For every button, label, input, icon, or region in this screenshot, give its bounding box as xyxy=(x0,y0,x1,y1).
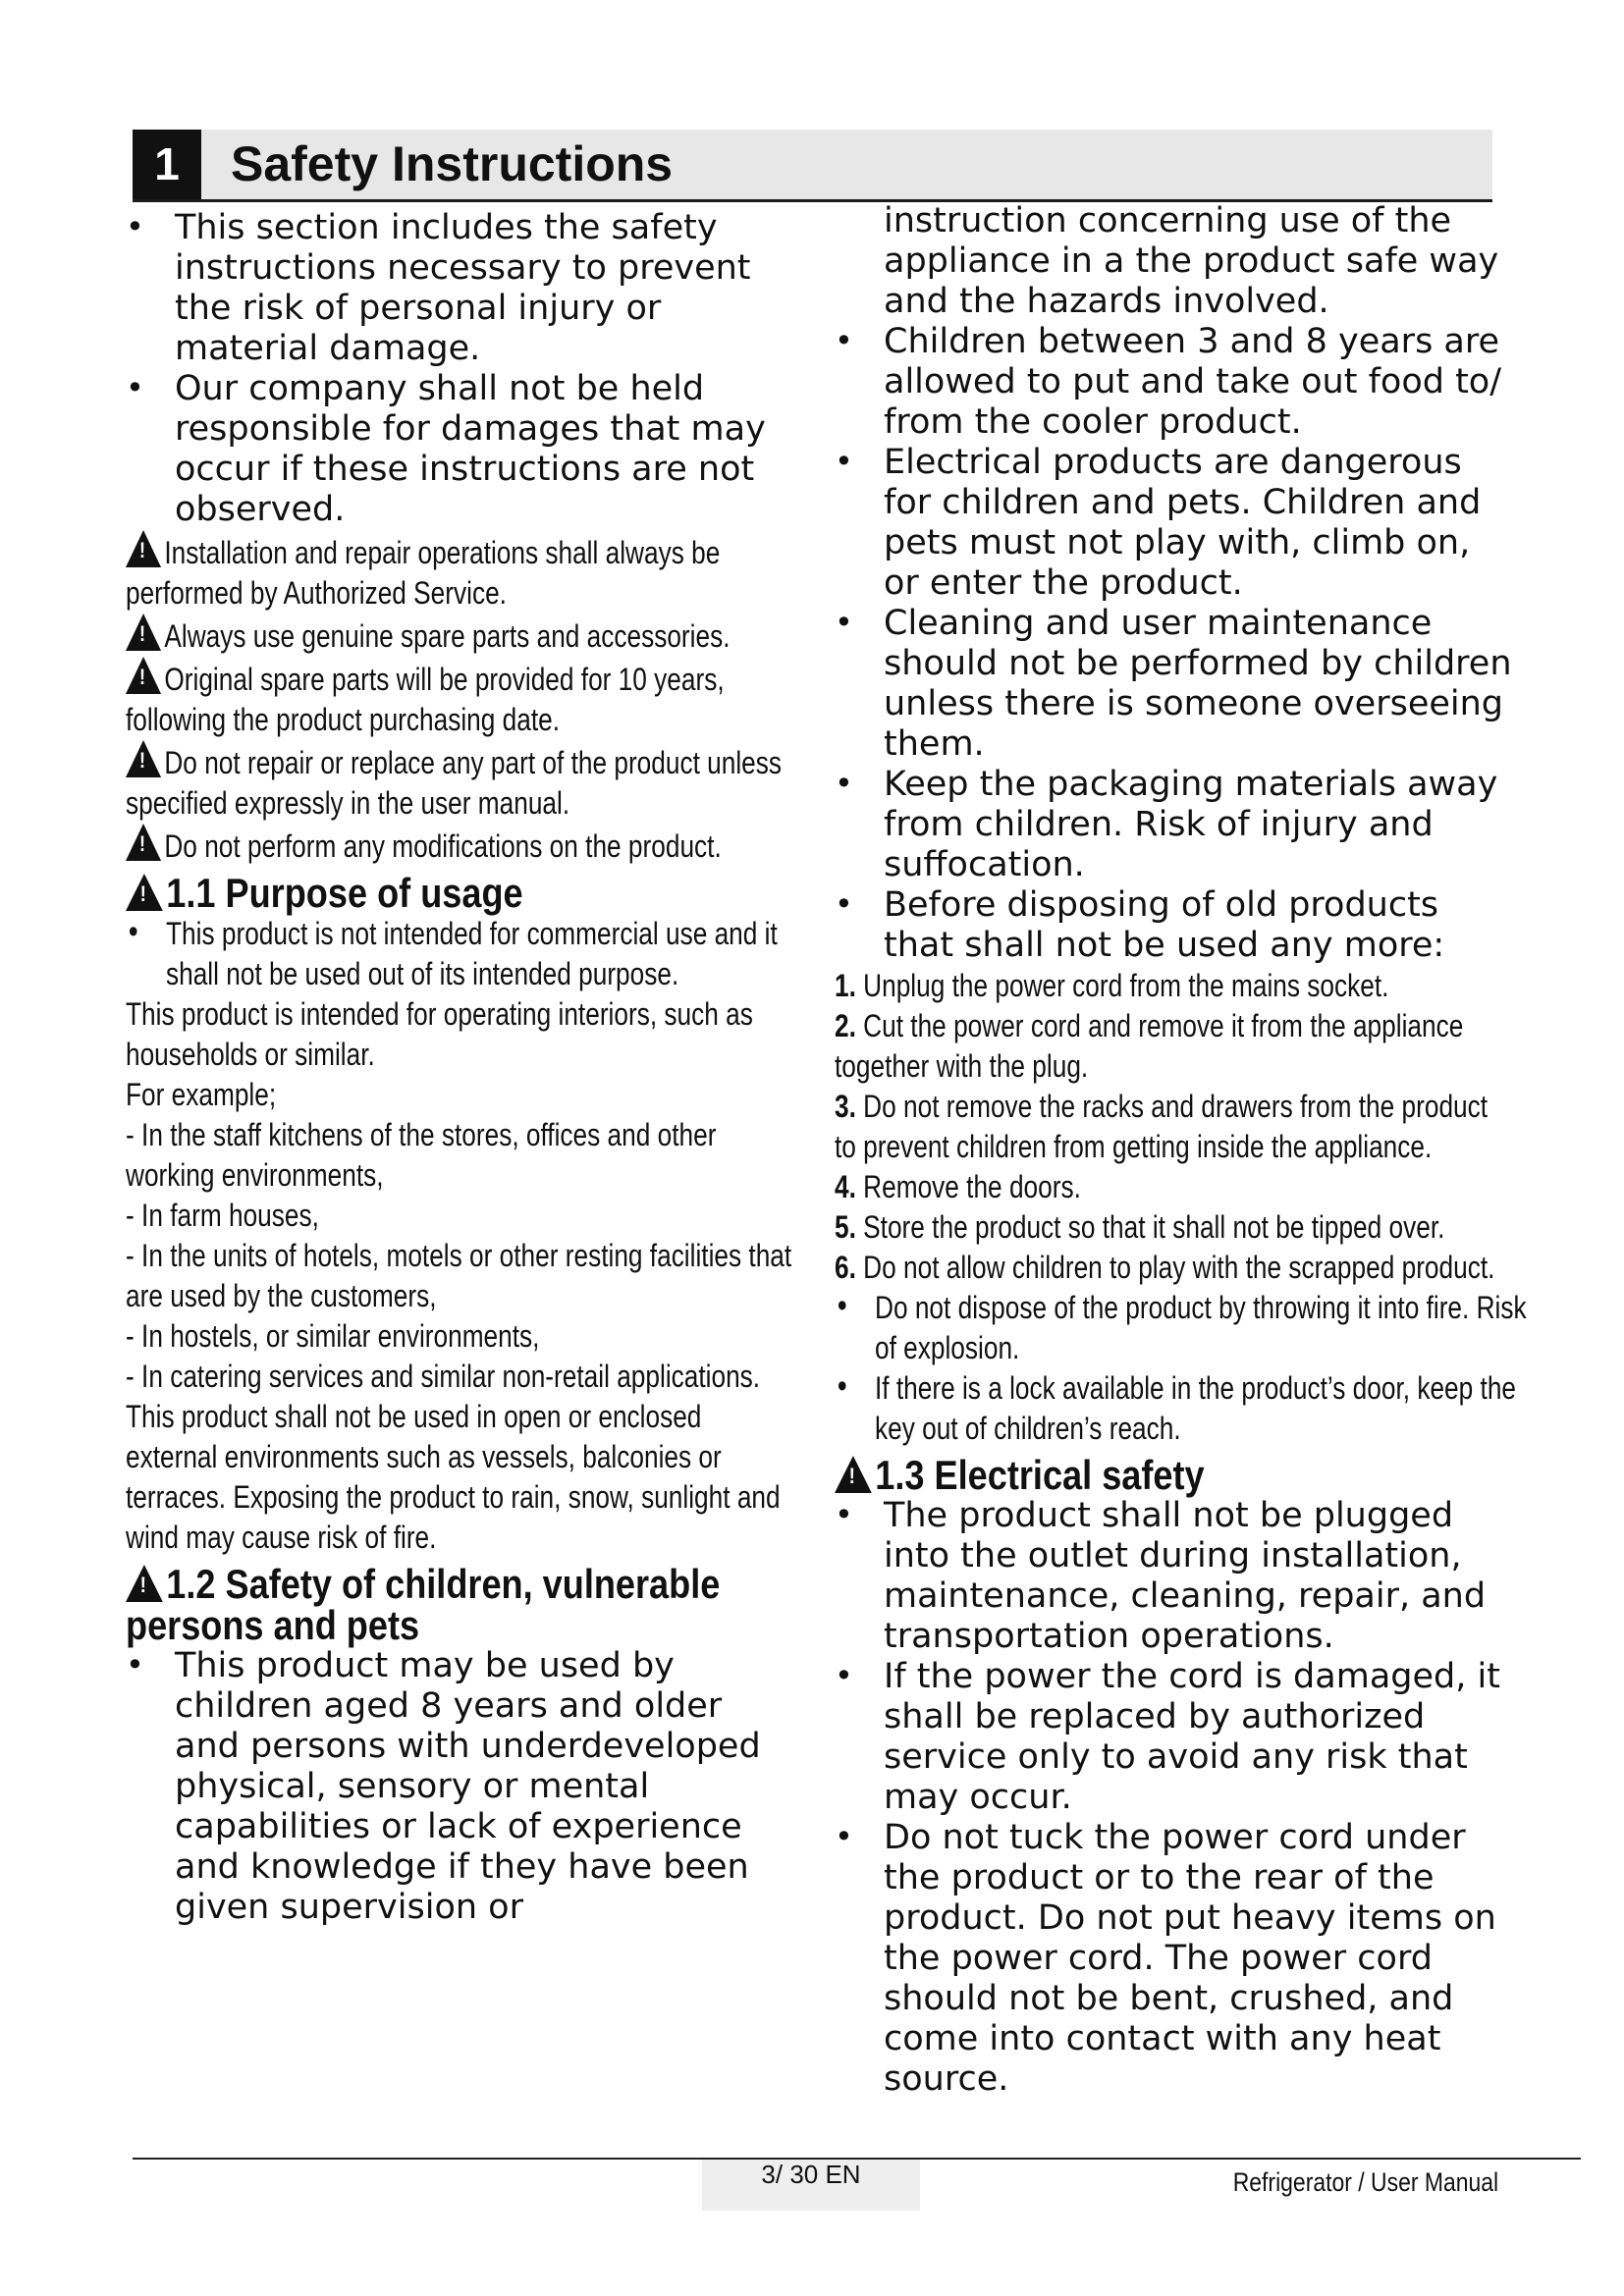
step-number: 3. xyxy=(835,1089,856,1124)
right-column xyxy=(835,201,1527,2100)
warning-text: Always use genuine spare parts and accessories. xyxy=(164,618,731,654)
bullet-text: • Our company shall not be held responsible for damages that may occur if these instructions are not observed. xyxy=(126,369,793,530)
bullet-text: • Do not tuck the power cord under the product or to the rear of the product. Do not put heavy items on the power cord. The power cord should not be bent, crushed, and come into contact with any heat source. xyxy=(835,1818,1512,2100)
step-text: Remove the doors. xyxy=(855,1169,1081,1204)
bullet-text: • This product is not intended for commercial use and it shall not be used out of its intended purpose. xyxy=(126,914,834,994)
step-number: 4. xyxy=(835,1169,856,1204)
section-number: 1 xyxy=(133,130,201,199)
warning-text: Installation and repair operations shall always be performed by Authorized Service. xyxy=(126,535,721,611)
step-text: Do not remove the racks and drawers from the product to prevent children from getting inside the appliance. xyxy=(835,1089,1489,1164)
page-number: 3/ 30 EN xyxy=(702,2160,920,2211)
step-text: Unplug the power cord from the mains socket. xyxy=(855,968,1389,1003)
bullet-text: • Keep the packaging materials away from children. Risk of injury and suffocation. xyxy=(835,765,1512,885)
bullet-text: • Cleaning and user maintenance should not be performed by children unless there is someone overseeing them. xyxy=(835,604,1512,765)
warning-icon xyxy=(126,740,161,777)
bullet-text: • If the power the cord is damaged, it shall be replaced by authorized service only to avoid any risk that may occur. xyxy=(835,1657,1512,1818)
numbered-step xyxy=(835,966,1512,1006)
warning-item xyxy=(126,740,793,824)
bullet-text: • If there is a lock available in the product’s door, keep the key out of children’s reach. xyxy=(835,1368,1552,1449)
step-number: 1. xyxy=(835,968,856,1003)
step-number: 5. xyxy=(835,1209,856,1245)
bullet-text: • Children between 3 and 8 years are allowed to put and take out food to/ from the cooler product. xyxy=(835,322,1512,443)
warning-text: Original spare parts will be provided for 10 years, following the product purchasing date. xyxy=(126,662,725,737)
paragraph: - In catering services and similar non-retail applications. xyxy=(126,1359,761,1394)
paragraph: instruction concerning use of the appliance in a the product safe way and the hazards involved. xyxy=(884,201,1499,321)
bullet-text: • Do not dispose of the product by throwing it into fire. Risk of explosion. xyxy=(835,1288,1552,1368)
heading-text: 1.2 Safety of children, vulnerable persons and pets xyxy=(126,1561,721,1648)
bullet-text: • The product shall not be plugged into the outlet during installation, maintenance, cleaning, repair, and transportation operations. xyxy=(835,1496,1512,1657)
warning-item xyxy=(126,530,793,614)
bullet-text: • Electrical products are dangerous for children and pets. Children and pets must not play with, climb on, or enter the product. xyxy=(835,443,1512,604)
heading-electrical xyxy=(835,1452,1522,1498)
section-title: Safety Instructions xyxy=(231,136,674,191)
left-column xyxy=(126,208,793,1928)
paragraph: This product shall not be used in open or enclosed external environments such as vessels, balconies or terraces. Exposing the product to rain, snow, sunlight and wind may cause risk of fire. xyxy=(126,1399,781,1555)
bullet-text: • Before disposing of old products that shall not be used any more: xyxy=(835,885,1512,966)
warning-item xyxy=(126,657,793,740)
document-title: Refrigerator / User Manual xyxy=(1232,2167,1498,2197)
section-header xyxy=(133,130,1492,202)
paragraph: - In the staff kitchens of the stores, offices and other working environments, xyxy=(126,1117,717,1193)
paragraph: This product is intended for operating interiors, such as households or similar. xyxy=(126,996,753,1072)
warning-icon xyxy=(126,824,161,861)
step-text: Cut the power cord and remove it from the appliance together with the plug. xyxy=(835,1008,1464,1084)
warning-icon xyxy=(835,1456,872,1493)
warning-item xyxy=(126,614,793,657)
numbered-step xyxy=(835,1248,1512,1288)
warning-icon xyxy=(126,1565,163,1602)
paragraph: - In hostels, or similar environments, xyxy=(126,1318,540,1354)
paragraph: For example; xyxy=(126,1077,277,1112)
step-number: 6. xyxy=(835,1250,856,1285)
warning-text: Do not repair or replace any part of the product unless specified expressly in the user manual. xyxy=(126,745,783,821)
warning-icon xyxy=(126,614,161,651)
warning-item xyxy=(126,824,793,867)
warning-icon xyxy=(126,530,161,567)
heading-purpose xyxy=(126,870,803,916)
numbered-step xyxy=(835,1006,1512,1087)
heading-text: 1.1 Purpose of usage xyxy=(166,870,523,916)
bullet-text: • This section includes the safety instructions necessary to prevent the risk of personal injury or material damage. xyxy=(126,208,793,369)
step-number: 2. xyxy=(835,1008,856,1043)
heading-text: 1.3 Electrical safety xyxy=(875,1452,1205,1498)
step-text: Store the product so that it shall not be tipped over. xyxy=(855,1209,1445,1245)
warning-icon xyxy=(126,657,161,694)
numbered-step xyxy=(835,1087,1512,1167)
step-text: Do not allow children to play with the scrapped product. xyxy=(855,1250,1495,1285)
warning-text: Do not perform any modifications on the product. xyxy=(164,828,722,864)
bullet-text: • This product may be used by children aged 8 years and older and persons with underdeveloped physical, sensory or mental capabilities or lack of experience and knowledge if they have been given supervision or xyxy=(126,1646,793,1928)
heading-children xyxy=(126,1561,803,1648)
warning-icon xyxy=(126,874,163,911)
numbered-step xyxy=(835,1167,1512,1207)
numbered-step xyxy=(835,1207,1512,1248)
paragraph: - In farm houses, xyxy=(126,1198,319,1233)
paragraph: - In the units of hotels, motels or other resting facilities that are used by the customers, xyxy=(126,1238,792,1313)
